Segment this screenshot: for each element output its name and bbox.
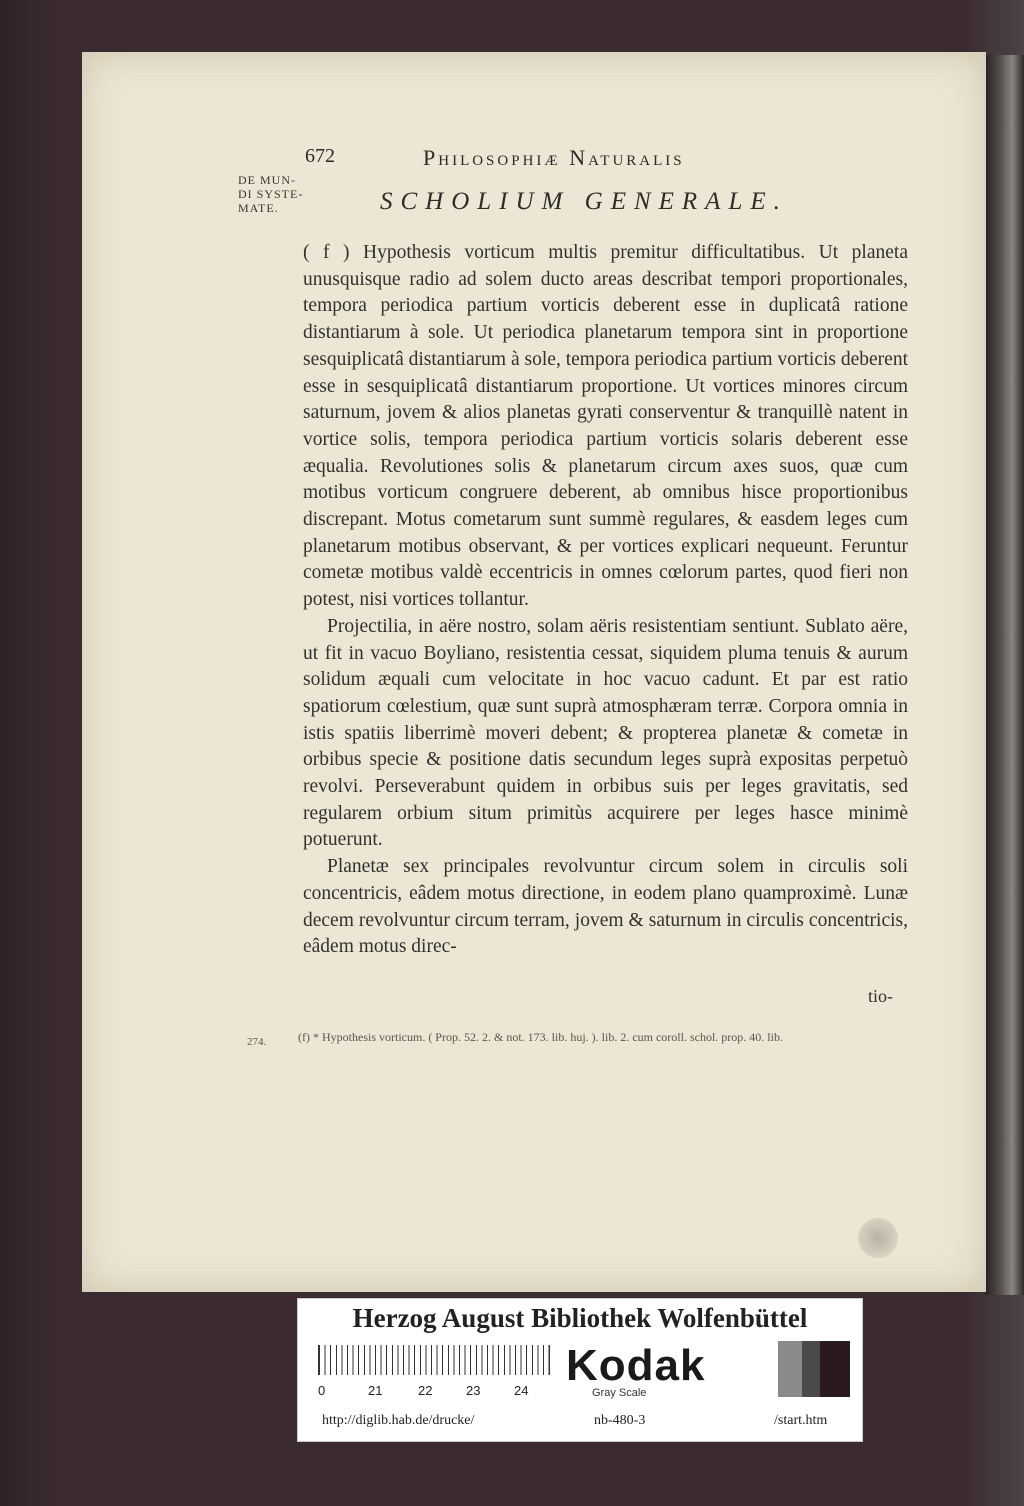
- ruler-ticks: [318, 1345, 550, 1375]
- start-link[interactable]: /start.htm: [774, 1413, 828, 1428]
- grayscale-label: Gray Scale: [592, 1387, 647, 1399]
- shelfmark: nb-480-3: [594, 1413, 646, 1428]
- paragraph: ( f ) Hypothesis vorticum multis premitur difficultatibus. Ut planeta unusquisque radio ad solem ducto areas describat tempori proportionales, tempora periodica partium vorticis deberent esse in duplicatâ ratione distantiarum à sole. Ut periodica planetarum tempora sint in proportione sesquiplicatâ distantiarum à sole, tempora periodica partium vorticis deberent esse in sesquiplicatâ distantiarum proportione. Ut vortices minores circum saturnum, jovem & alios planetas gyrati conserventur & tranquillè natent in vortice solis, tempora periodica partium vorticis solaris deberent esse æqualia. Revolutiones solis & planetarum circum axes suos, quæ cum motibus vorticum congruere deberent, ab omnibus hisce proportionibus discrepant. Motus cometarum sunt summè regulares, & easdem leges cum planetarum motibus observant, & per vortices explicari nequeunt. Feruntur cometæ motibus valdè eccentricis in omnes cœlorum partes, quod fieri non potest, nisi vortices tollantur.: [303, 242, 908, 611]
- page-header: [305, 145, 805, 175]
- body-text: [303, 240, 908, 961]
- paragraph: Planetæ sex principales revolvuntur circum solem in circulis soli concentricis, eâdem motus directione, in eodem plano quamproximè. Lunæ decem revolvuntur circum terram, jovem & saturnum in circulis concentricis, eâdem motus direc-: [303, 856, 908, 958]
- margin-number: 274.: [247, 1036, 267, 1048]
- book-edge: [985, 55, 1024, 1295]
- url-row: [298, 1409, 862, 1433]
- gray-swatch: [754, 1341, 778, 1397]
- paper-stain: [858, 1218, 898, 1258]
- section-title: SCHOLIUM GENERALE.: [380, 188, 788, 215]
- library-title: Herzog August Bibliothek Wolfenbüttel: [352, 1303, 808, 1333]
- gray-swatch: [820, 1341, 850, 1397]
- gray-swatch: [802, 1341, 820, 1397]
- gray-swatch: [778, 1341, 802, 1397]
- ruler-label: 23: [466, 1383, 481, 1398]
- running-title: Philosophiæ Naturalis: [423, 145, 685, 170]
- marginal-note: DE MUN- DI SYSTE- MATE.: [238, 173, 304, 215]
- footnote: (f) * Hypothesis vorticum. ( Prop. 52. 2. & not. 173. lib. huj. ). lib. 2. cum coroll. schol. prop. 40. lib.: [298, 1030, 783, 1044]
- kodak-logo: Kodak: [566, 1341, 706, 1390]
- ruler-label: 24: [514, 1383, 529, 1398]
- ruler-label: 0: [318, 1383, 326, 1398]
- gray-swatches: [754, 1341, 850, 1397]
- ruler-labels: [318, 1383, 558, 1401]
- paragraph: Projectilia, in aëre nostro, solam aëris resistentiam sentiunt. Sublato aëre, ut fit in vacuo Boyliano, resistentia cessat, siquidem pluma tenuis & aurum solidum æquali cum velocitate in hoc vacuo cadunt. Et par est ratio spatiorum cœlestium, quæ sunt suprà atmosphæram terræ. Corpora omnia in istis spatiis liberrimè moveri debent; & propterea planetæ & cometæ in orbibus specie & positione datis secundum leges suprà expositas perpetuò revolvi. Perseverabunt quidem in orbibus suis per leges gravitatis, sed regularem orbium situm primitùs acquirere per leges hasce minimè potuerunt.: [303, 615, 908, 851]
- page-number: 672: [305, 145, 335, 167]
- color-target-card: [297, 1298, 863, 1442]
- ruler-label: 21: [368, 1383, 383, 1398]
- ruler-label: 22: [418, 1383, 433, 1398]
- scale-ruler: [318, 1345, 548, 1398]
- digital-library-url[interactable]: http://diglib.hab.de/drucke/: [322, 1413, 475, 1428]
- catchword: tio-: [868, 986, 893, 1006]
